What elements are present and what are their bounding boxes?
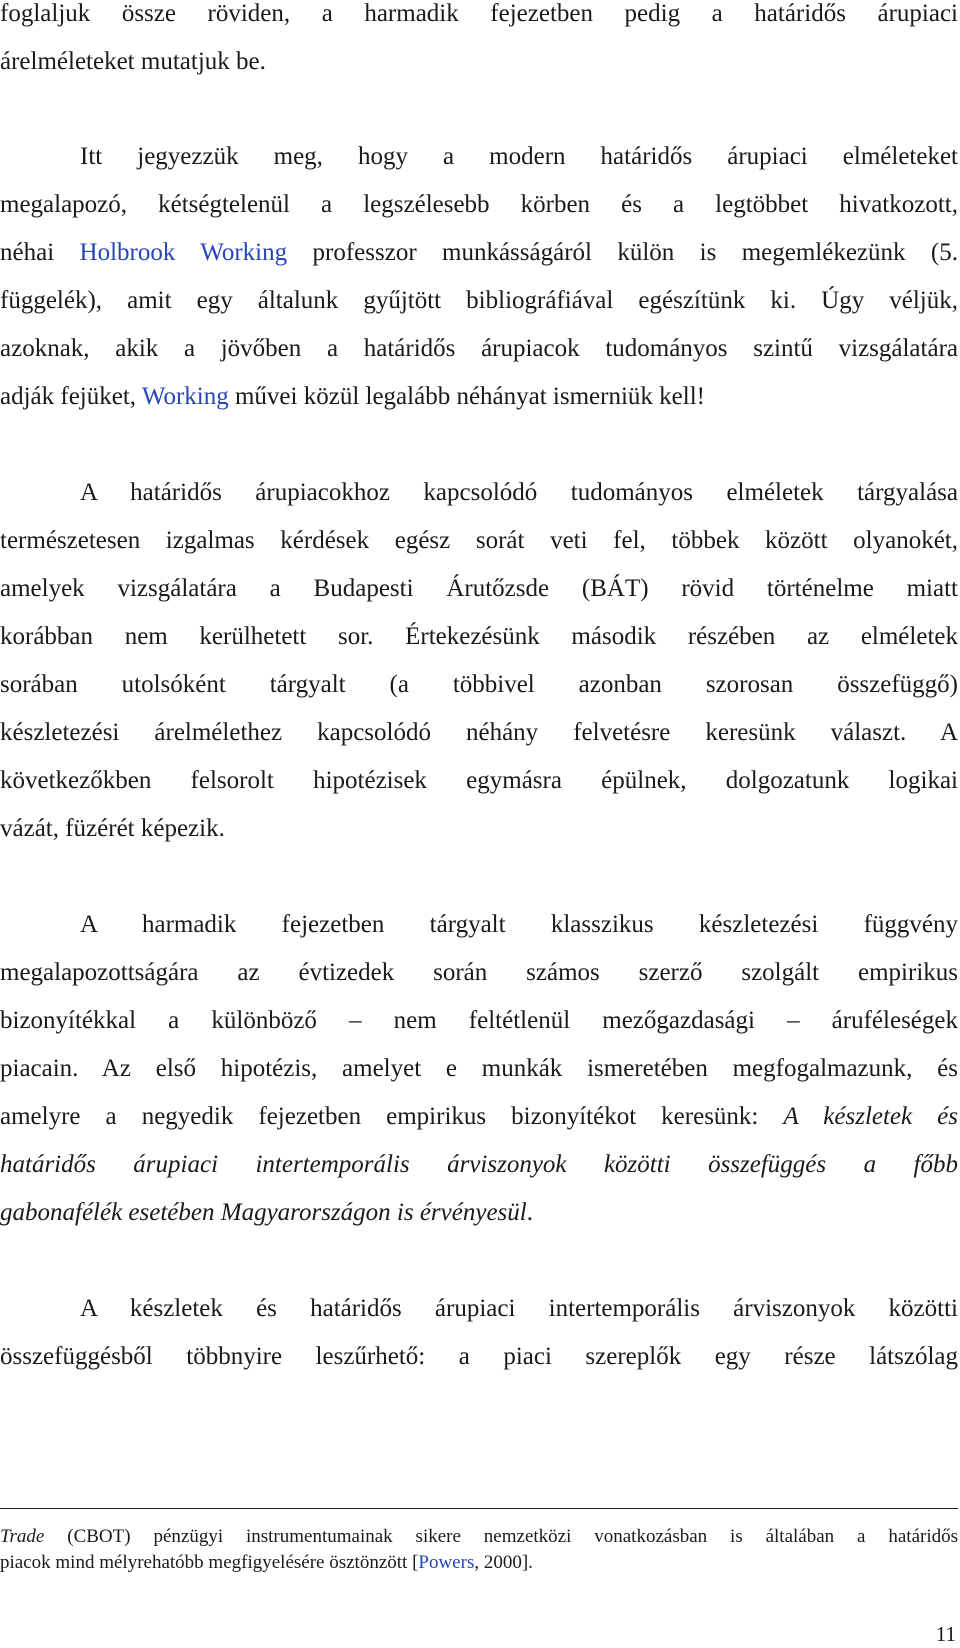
paragraph-line: Itt jegyezzük meg, hogy a modern határidős árupiaci elméleteket (80, 143, 958, 170)
text-run: művei közül legalább néhányat ismerniük kell! (228, 383, 705, 410)
paragraph-line: piacain. Az első hipotézis, amelyet e munkák ismeretében megfogalmazunk, és (0, 1055, 958, 1082)
hypothesis-text: határidős árupiaci intertemporális árviszonyok közötti összefüggés a főbb (0, 1151, 958, 1178)
author-link-working[interactable]: Working (141, 383, 229, 410)
text-run: piacok mind mélyrehatóbb megfigyelésére ösztönzött [ (0, 1552, 419, 1573)
footnote-line (0, 1524, 958, 1550)
paragraph-line: korábban nem kerülhetett sor. Értekezésünk második részében az elméletek (0, 623, 958, 650)
footnote-line (0, 1550, 958, 1576)
hypothesis-text: gabonafélék esetében Magyarországon is érvényesül (0, 1199, 527, 1226)
paragraph-line (0, 379, 958, 415)
text-run: professzor munkásságáról külön is megemlékezünk (5. (287, 239, 958, 266)
paragraph-line (0, 1099, 958, 1135)
paragraph-line: készletezési árelmélethez kapcsolódó néhány felvetésre keresünk választ. A (0, 719, 958, 746)
footnote-separator (0, 1508, 958, 1509)
paragraph-line: árelméleteket mutatjuk be. (0, 48, 266, 75)
paragraph-line (0, 1195, 958, 1231)
paragraph-line: A határidős árupiacokhoz kapcsolódó tudományos elméletek tárgyalása (80, 479, 958, 506)
author-link-holbrook-working[interactable]: Holbrook Working (79, 239, 288, 266)
paragraph-line (0, 235, 958, 271)
paragraph-line: következőkben felsorolt hipotézisek egymásra épülnek, dolgozatunk logikai (0, 767, 958, 794)
paragraph-line: A készletek és határidős árupiaci intertemporális árviszonyok közötti (80, 1295, 958, 1322)
paragraph-line: függelék), amit egy általunk gyűjtött bibliográfiával egészítünk ki. Úgy véljük, (0, 287, 958, 314)
paragraph-line: sorában utolsóként tárgyalt (a többivel azonban szorosan összefüggő) (0, 671, 958, 698)
paragraph-line: vázát, füzérét képezik. (0, 815, 225, 842)
page-number: 11 (935, 1622, 956, 1646)
hypothesis-text: A készletek és (783, 1103, 958, 1130)
text-run: amelyre a negyedik fejezetben empirikus bizonyítékot keresünk: (0, 1103, 784, 1130)
paragraph-line: amelyek vizsgálatára a Budapesti Árutőzsde (BÁT) rövid történelme miatt (0, 575, 958, 602)
text-run: Trade (0, 1526, 45, 1547)
paragraph-line: bizonyítékkal a különböző – nem feltétlenül mezőgazdasági – áruféleségek (0, 1007, 958, 1034)
paragraph-line: természetesen izgalmas kérdések egész sorát veti fel, többek között olyanokét, (0, 527, 958, 554)
paragraph-line: összefüggésből többnyire leszűrhető: a piaci szereplők egy része látszólag (0, 1343, 958, 1370)
paragraph-line: A harmadik fejezetben tárgyalt klasszikus készletezési függvény (80, 911, 958, 938)
text-run: (CBOT) pénzügyi instrumentumainak sikere nemzetközi vonatkozásban is általában a határidős (44, 1526, 958, 1547)
text-run: adják fejüket, (0, 383, 142, 410)
paragraph-line: megalapozottságára az évtizedek során számos szerző szolgált empirikus (0, 959, 958, 986)
paragraph-line: azoknak, akik a jövőben a határidős árupiacok tudományos szintű vizsgálatára (0, 335, 958, 362)
text-run: néhai (0, 239, 80, 266)
citation-link-powers[interactable]: Powers (418, 1552, 475, 1573)
paragraph-line: foglaljuk össze röviden, a harmadik fejezetben pedig a határidős árupiaci (0, 0, 958, 27)
paragraph-line: megalapozó, kétségtelenül a legszélesebb körben és a legtöbbet hivatkozott, (0, 191, 958, 218)
text-run: . (526, 1199, 533, 1226)
text-run: , 2000]. (474, 1552, 533, 1573)
